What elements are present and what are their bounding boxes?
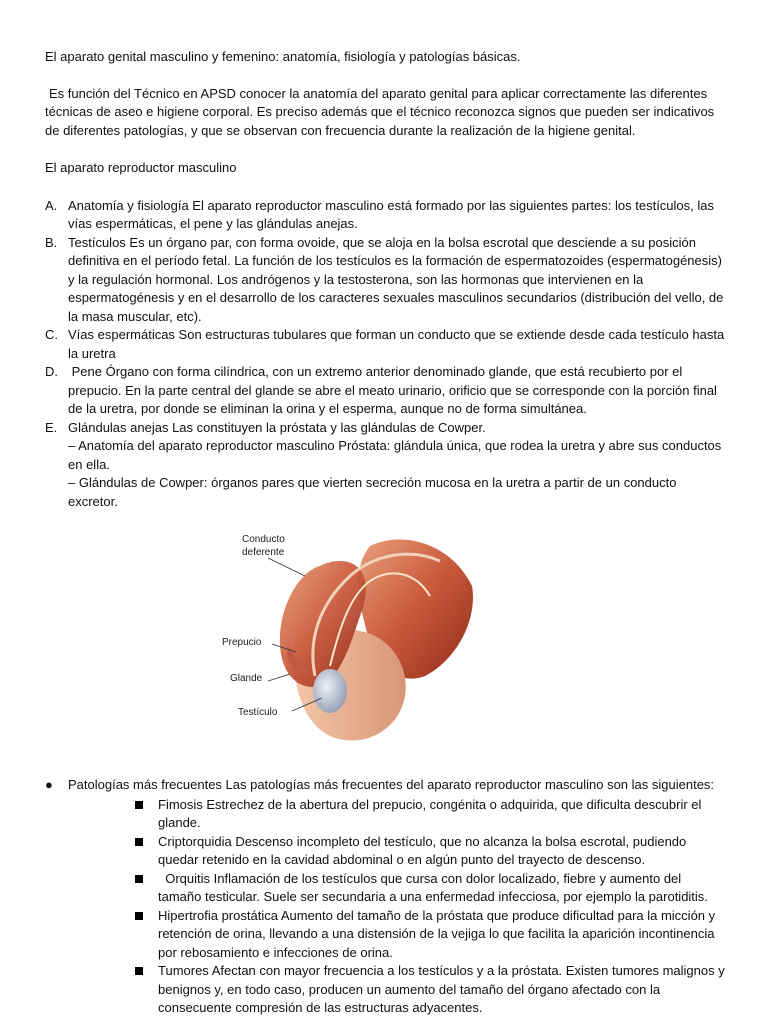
list-item: [135, 796, 725, 833]
list-item: [135, 833, 725, 870]
list-marker: A.: [45, 197, 58, 213]
pathologies-list: [135, 796, 725, 1018]
list-item-text: Anatomía y fisiología El aparato reproductor masculino está formado por las siguientes partes: los testículos, las vías espermáticas, el pene y las glándulas anejas.: [68, 197, 714, 231]
sub-item-cowper: – Glándulas de Cowper: órganos pares que vierten secreción mucosa en la uretra a partir de un conducto excretor.: [68, 475, 677, 509]
testis-shape: [313, 669, 347, 713]
anatomy-illustration: [200, 526, 480, 751]
list-item: [135, 870, 725, 907]
label-testiculo: Testículo: [238, 707, 278, 718]
list-item-text: Vías espermáticas Son estructuras tubulares que forman un conducto que se extiende desde cada testículo hasta la uretra: [68, 327, 725, 361]
pathology-text: Criptorquidia Descenso incompleto del testículo, que no alcanza la bolsa escrotal, pudiendo quedar retenido en la cavidad abdominal o en algún punto del trayecto de descenso.: [158, 833, 687, 867]
list-item: [45, 419, 725, 512]
list-item: [45, 363, 725, 419]
label-deferente: deferente: [242, 547, 285, 558]
list-item: [45, 197, 725, 234]
male-reproductive-diagram: [200, 526, 480, 751]
list-marker: B.: [45, 234, 58, 250]
pathology-text: Orquitis Inflamación de los testículos que cursa con dolor localizado, fiebre y aumento del tamaño testicular. Suele ser secundaria a una enfermedad infecciosa, por ejemplo la parotiditis.: [158, 870, 708, 904]
sub-item-prostata: – Anatomía del aparato reproductor masculino Próstata: glándula única, que rodea la uretra y abre sus conductos en ella.: [68, 438, 722, 472]
document-page: [45, 48, 725, 1018]
square-bullet-icon: [135, 875, 143, 883]
pathology-text: Fimosis Estrechez de la abertura del prepucio, congénita o adquirida, que dificulta descubrir el glande.: [158, 796, 702, 830]
list-item: [45, 234, 725, 327]
pathology-text: Tumores Afectan con mayor frecuencia a los testículos y a la próstata. Existen tumores malignos y benignos y, en todo caso, producen un aumento del tamaño del órgano afectado con la consecuente compresión de las estructuras adyacentes.: [158, 963, 725, 1015]
square-bullet-icon: [135, 801, 143, 809]
square-bullet-icon: [135, 838, 143, 846]
square-bullet-icon: [135, 967, 143, 975]
section-title: El aparato reproductor masculino: [45, 160, 237, 175]
document-title: El aparato genital masculino y femenino: anatomía, fisiología y patologías básicas.: [45, 49, 521, 64]
list-marker: E.: [45, 419, 58, 435]
anatomy-list: [45, 197, 725, 512]
list-item-text: Testículos Es un órgano par, con forma ovoide, que se aloja en la bolsa escrotal que desciende a su posición definitiva en el período fetal. La función de los testículos es la formación de espermatozoides (espermatogénesis) y la regulación hormonal. Los andrógenos y la testosterona, son las hormonas que intervienen en la espermatogénesis y en el desarrollo de los caracteres sexuales masculinos secundarios (distribución del vello, de la masa muscular, etc).: [68, 234, 724, 324]
list-item: [45, 326, 725, 363]
intro-paragraph: Es función del Técnico en APSD conocer la anatomía del aparato genital para aplicar correctamente las diferentes técnicas de aseo e higiene corporal. Es preciso además que el técnico reconozca signos que pueden ser indicativos de diferentes patologías, y que se observan con frecuencia durante la realización de la higiene genital.: [45, 85, 715, 138]
bullet-icon: ●: [45, 777, 53, 792]
pathology-text: Hipertrofia prostática Aumento del tamaño de la próstata que produce dificultad para la micción y retención de orina, llevando a una distensión de la vejiga lo que facilita la aparición incontinencia por rebosamiento e infecciones de orina.: [158, 907, 716, 960]
list-item-text: Pene Órgano con forma cilíndrica, con un extremo anterior denominado glande, que está recubierto por el prepucio. En la parte central del glande se abre el meato urinario, orificio que se corresponde con la porción final de la uretra, por donde se eliminan la orina y el esperma, aunque no de forma simultánea.: [68, 364, 721, 416]
list-item: [135, 907, 725, 963]
pathologies-section: [45, 776, 725, 795]
list-item: [135, 962, 725, 1018]
label-conducto: Conducto: [242, 534, 285, 545]
pathologies-intro: Patologías más frecuentes Las patologías más frecuentes del aparato reproductor masculino son las siguientes:: [68, 777, 715, 792]
list-item-text: Glándulas anejas Las constituyen la próstata y las glándulas de Cowper.: [68, 419, 486, 435]
label-prepucio: Prepucio: [222, 637, 262, 648]
list-marker: C.: [45, 327, 58, 342]
label-glande: Glande: [230, 673, 263, 684]
square-bullet-icon: [135, 912, 143, 920]
list-marker: D.: [45, 364, 58, 379]
